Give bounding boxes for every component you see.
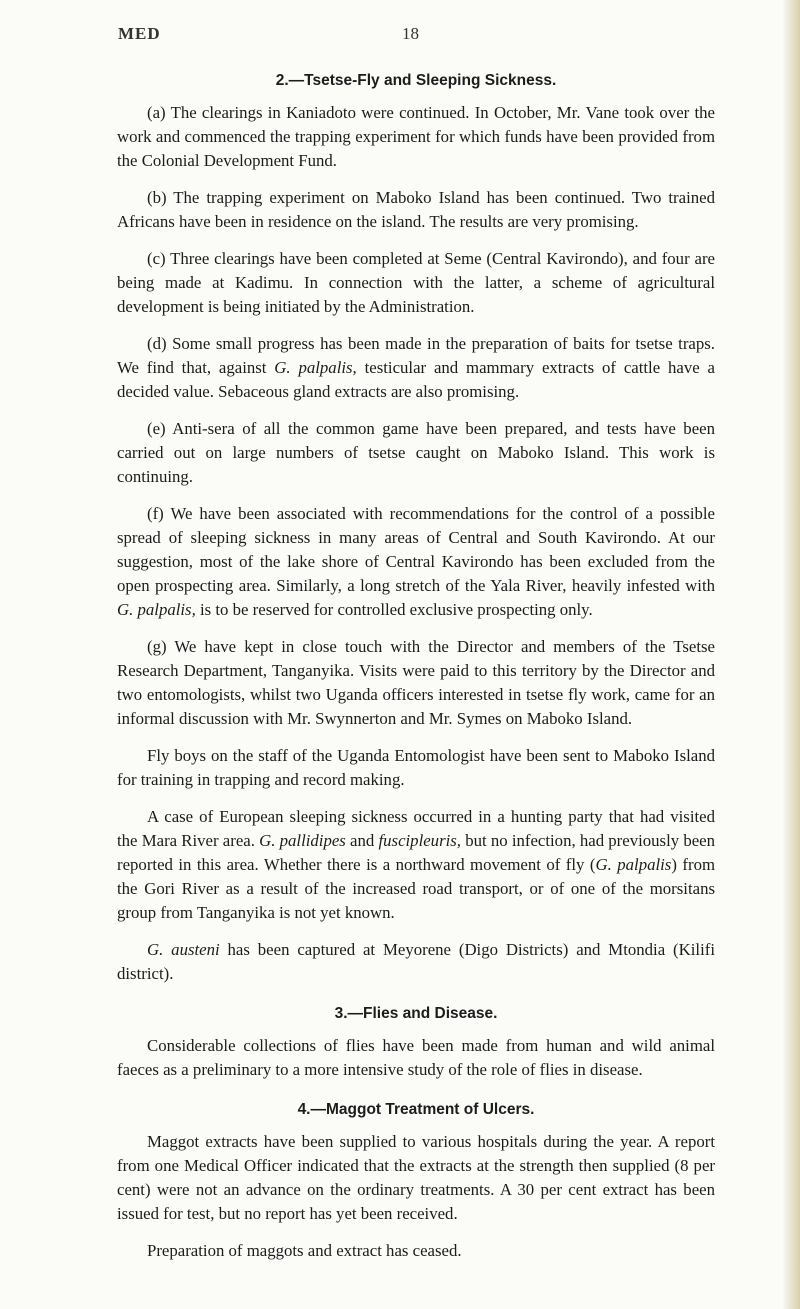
species-name: G. palpalis, [274, 358, 357, 377]
case-text-4: ) from the Gori River as a result of the increased road transport, or of one of the morsitans group from Tanganyika is not yet known. [117, 855, 716, 922]
species-name: G. palpalis [595, 855, 672, 874]
header-code: MED [118, 24, 161, 43]
paragraph-e: (e) Anti-sera of all the common game have been prepared, and tests have been carried out on large numbers of tsetse caught on Maboko Island. This work is continuing. [117, 419, 715, 486]
paragraph-sleeping-sickness-case [117, 805, 715, 925]
paragraph-f-text-2: is to be reserved for controlled exclusive prospecting only. [195, 600, 593, 619]
section-2-heading: 2.—Tsetse-Fly and Sleeping Sickness. [275, 72, 557, 89]
page-number: 18 [402, 24, 419, 43]
case-text-2: and [345, 831, 379, 850]
document-body [117, 70, 715, 1276]
section-4-heading: 4.—Maggot Treatment of Ulcers. [297, 1101, 535, 1118]
paragraph-b: (b) The trapping experiment on Maboko Island has been continued. Two trained Africans have been in residence on the island. The results are very promising. [117, 188, 715, 231]
case-text-3: but no infection, had previously been reported in this area. Whether there is a northward movement of fly ( [117, 831, 716, 874]
paragraph-f [117, 502, 715, 622]
paragraph-c: (c) Three clearings have been completed at Seme (Central Kavirondo), and four are being made at Kadimu. In connection with the latter, a scheme of agricultural development is being initiated by the Administration. [117, 249, 715, 316]
paragraph-maggot-extracts: Maggot extracts have been supplied to various hospitals during the year. A report from one Medical Officer indicated that the extracts at the strength then supplied (8 per cent) were not an advance on the ordinary treatments. A 30 per cent extract has been issued for test, but no report has yet been received. [117, 1132, 715, 1223]
paragraph-fly-boys: Fly boys on the staff of the Uganda Entomologist have been sent to Maboko Island for training in trapping and record making. [117, 746, 715, 789]
species-name: G. palpalis, [117, 600, 196, 619]
paragraph-a: (a) The clearings in Kaniadoto were continued. In October, Mr. Vane took over the work and commenced the trapping experiment for which funds have been provided from the Colonial Development Fund. [117, 103, 715, 170]
paragraph-maggot-ceased: Preparation of maggots and extract has ceased. [147, 1241, 462, 1260]
paragraph-flies-disease: Considerable collections of flies have been made from human and wild animal faeces as a preliminary to a more intensive study of the role of flies in disease. [117, 1036, 715, 1079]
paragraph-f-text-1: (f) We have been associated with recommendations for the control of a possible spread of sleeping sickness in many areas of Central and South Kavirondo. At our suggestion, most of the lake shore of Central Kavirondo has been excluded from the open prospecting area. Similarly, a long stretch of the Yala River, heavily infested with [117, 504, 715, 595]
case-text-1: A case of European sleeping sickness occurred in a hunting party that had visited the Mara River area. [117, 807, 715, 850]
paragraph-g: (g) We have kept in close touch with the Director and members of the Tsetse Research Department, Tanganyika. Visits were paid to this territory by the Director and two entomologists, whilst two Uganda officers interested in tsetse fly work, came for an informal discussion with Mr. Swynnerton and Mr. Symes on Maboko Island. [117, 637, 715, 728]
paragraph-d [117, 332, 715, 404]
page-edge-shadow [782, 0, 800, 1309]
species-name: G. austeni [147, 940, 220, 959]
page-header [118, 24, 678, 48]
paragraph-d-text-2: testicular and mammary extracts of cattle have a decided value. Sebaceous gland extracts are also promising. [117, 358, 715, 401]
species-name: G. pallidipes [259, 831, 346, 850]
paragraph-austeni [117, 938, 715, 986]
section-3-heading: 3.—Flies and Disease. [334, 1005, 498, 1022]
austeni-text: has been captured at Meyorene (Digo Districts) and Mtondia (Kilifi district). [117, 940, 715, 983]
species-name: fuscipleuris, [378, 831, 461, 850]
paragraph-d-text-1: (d) Some small progress has been made in the preparation of baits for tsetse traps. We find that, against [117, 334, 715, 377]
